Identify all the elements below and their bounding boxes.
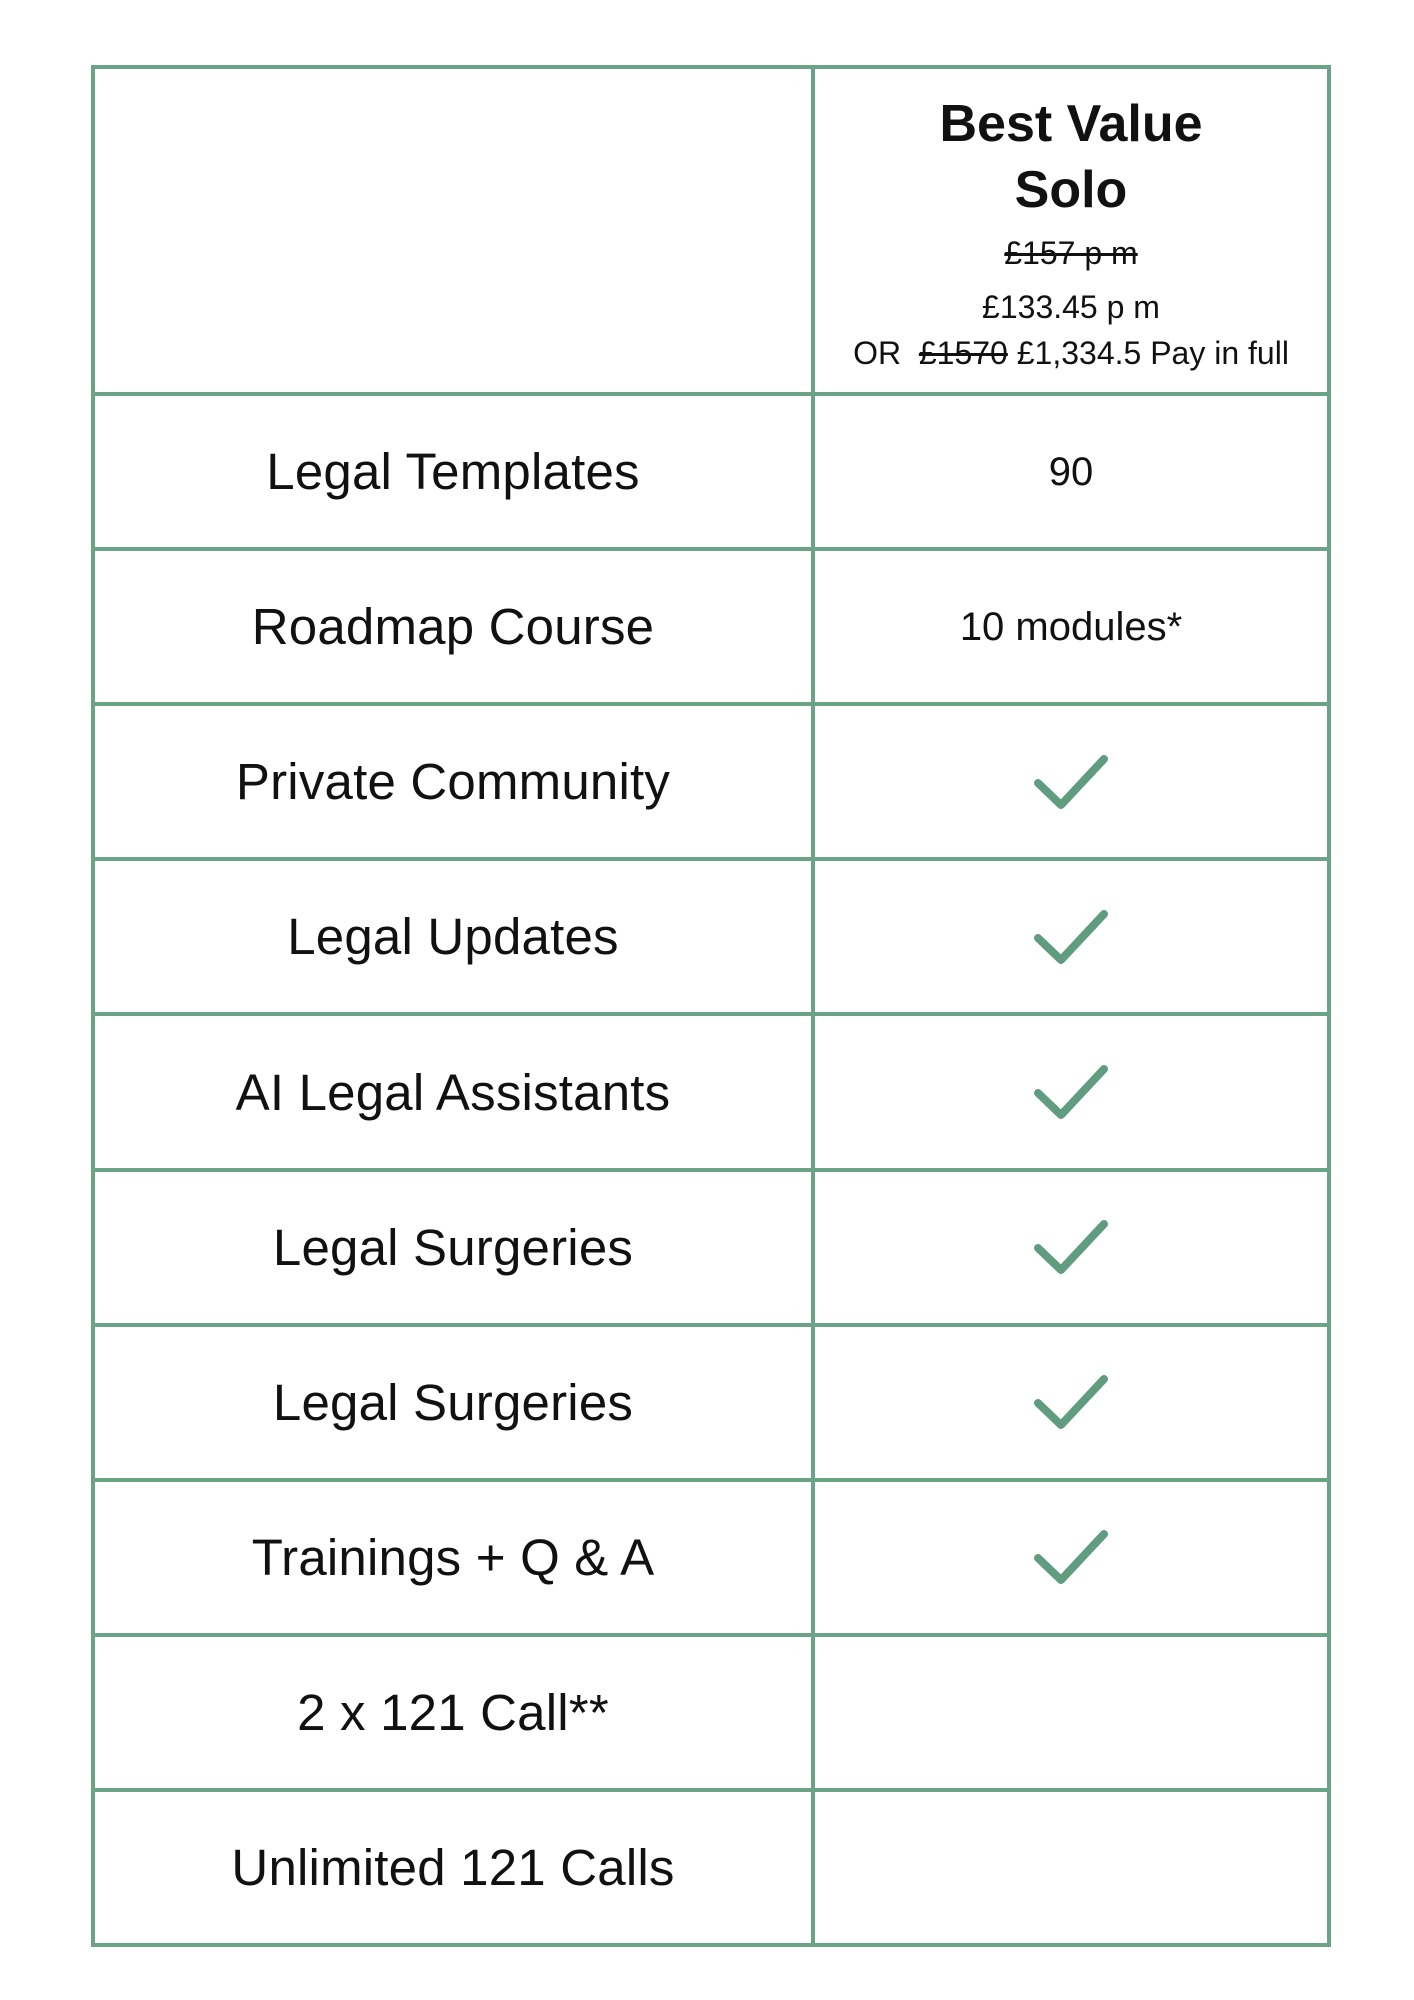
feature-row <box>93 1635 1329 1790</box>
plan-title-line-1: Best Value <box>939 94 1203 153</box>
check-icon <box>1032 751 1110 813</box>
plan-header-cell <box>813 67 1329 394</box>
feature-row <box>93 859 1329 1014</box>
feature-row <box>93 1325 1329 1480</box>
feature-label: AI Legal Assistants <box>93 1014 813 1169</box>
feature-row <box>93 1480 1329 1635</box>
plan-title <box>815 91 1327 223</box>
check-icon <box>1032 1371 1110 1433</box>
check-icon <box>1032 906 1110 968</box>
monthly-price: £133.45 p m <box>982 288 1160 325</box>
feature-label: Legal Updates <box>93 859 813 1014</box>
feature-value: 90 <box>1048 449 1094 494</box>
check-icon <box>1032 1216 1110 1278</box>
full-price: £1,334.5 Pay in full <box>1016 334 1289 371</box>
feature-value-cell <box>813 1480 1329 1635</box>
empty-header-cell <box>93 67 813 394</box>
feature-row <box>93 704 1329 859</box>
pricing-table <box>91 65 1331 1947</box>
old-monthly-price: £157 p m <box>1004 234 1138 271</box>
old-full-price: £1570 <box>918 334 1008 371</box>
feature-label: Unlimited 121 Calls <box>93 1790 813 1945</box>
feature-row <box>93 394 1329 549</box>
pay-in-full-prefix: OR <box>853 334 902 371</box>
feature-value-cell <box>813 1635 1329 1790</box>
feature-value-cell <box>813 859 1329 1014</box>
feature-value: 10 modules* <box>959 604 1183 649</box>
feature-row <box>93 1790 1329 1945</box>
feature-value-cell <box>813 704 1329 859</box>
feature-value-cell <box>813 1170 1329 1325</box>
plan-header-row <box>93 67 1329 394</box>
plan-title-line-2: Solo <box>1014 160 1128 219</box>
feature-label: Legal Surgeries <box>93 1325 813 1480</box>
check-icon <box>1032 1526 1110 1588</box>
feature-label: Trainings + Q & A <box>93 1480 813 1635</box>
pay-in-full-price <box>815 335 1327 371</box>
feature-value-cell <box>813 394 1329 549</box>
feature-row <box>93 1170 1329 1325</box>
feature-value-cell <box>813 1790 1329 1945</box>
feature-label: Private Community <box>93 704 813 859</box>
feature-value-cell <box>813 549 1329 704</box>
feature-value-cell <box>813 1014 1329 1169</box>
feature-label: Legal Templates <box>93 394 813 549</box>
feature-value-cell <box>813 1325 1329 1480</box>
feature-row <box>93 549 1329 704</box>
check-icon <box>1032 1061 1110 1123</box>
feature-label: Legal Surgeries <box>93 1170 813 1325</box>
feature-row <box>93 1014 1329 1169</box>
feature-label: Roadmap Course <box>93 549 813 704</box>
feature-label: 2 x 121 Call** <box>93 1635 813 1790</box>
